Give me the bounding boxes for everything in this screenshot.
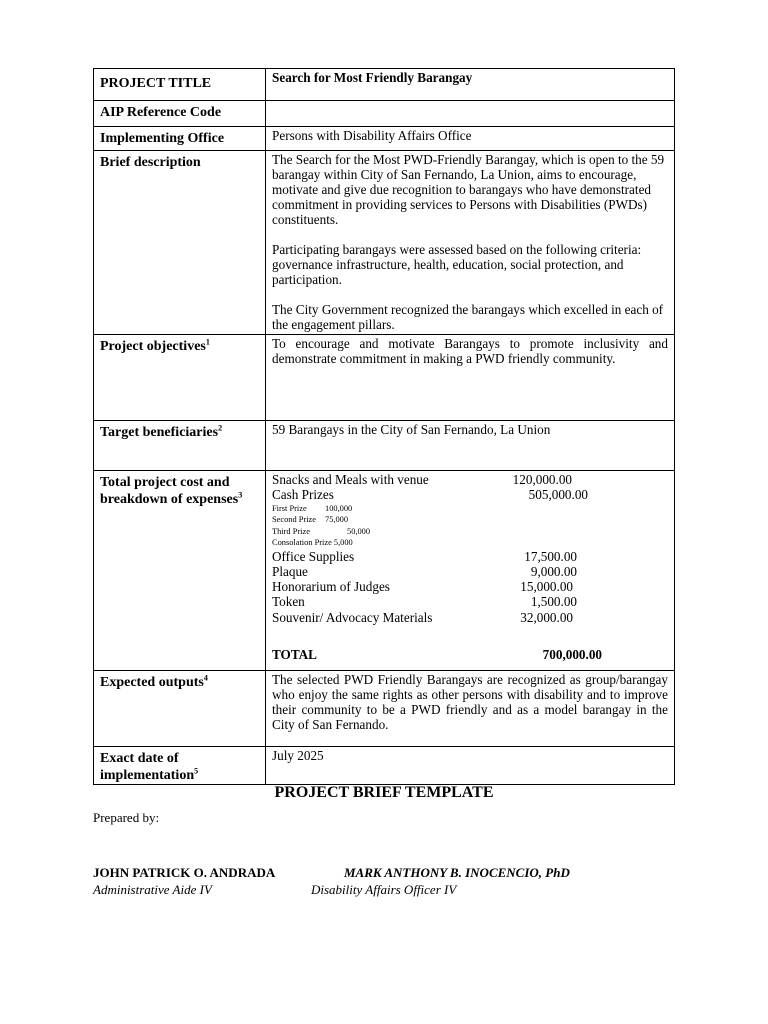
project-brief-table [93, 68, 675, 785]
row-outputs [94, 671, 675, 747]
project-title-value: Search for Most Friendly Barangay [266, 69, 675, 101]
signatory-name: MARK ANTHONY B. INOCENCIO, PhD [344, 865, 570, 880]
footnote-marker: 3 [238, 490, 243, 500]
date-value: July 2025 [266, 747, 675, 785]
description-paragraph: Participating barangays were assessed based on the following criteria: governance infrastructure, health, education, social protection, and participation. [272, 242, 642, 287]
cost-value [266, 471, 675, 671]
footnote-marker: 2 [218, 423, 223, 433]
date-label: Exact date of implementation$^5$ [94, 747, 266, 785]
row-aip-code [94, 101, 675, 127]
expense-row: Cash Prizes 505,000.00 [272, 487, 588, 503]
beneficiaries-value: 59 Barangays in the City of San Fernando, La Union [266, 421, 675, 471]
expense-row: Souvenir/ Advocacy Materials 32,000.00 [272, 609, 573, 625]
implementing-office-label: Implementing Office [94, 127, 266, 151]
expense-row: Snacks and Meals with venue 120,000.00 [272, 472, 572, 487]
description-paragraph: The Search for the Most PWD-Friendly Barangay, which is open to the 59 barangay within City of San Fernando, La Union, aims to encourage, motivate and give due recognition to barangays who have demonstrated commitment in providing services to Persons with Disabilities (PWDs) constituents. [272, 152, 665, 227]
document-title: PROJECT BRIEF TEMPLATE [274, 784, 494, 801]
prize-row: Second Prize 75,000 [272, 515, 349, 525]
row-objectives [94, 335, 675, 421]
objectives-label: Project objectives$^1$ [94, 335, 266, 421]
row-beneficiaries [94, 421, 675, 471]
brief-description-label: Brief description [94, 151, 266, 335]
total-amount: 700,000.00 [542, 647, 602, 663]
footnote-marker: 1 [205, 337, 210, 347]
objectives-value: To encourage and motivate Barangays to promote inclusivity and demonstrate commitment in making a PWD friendly community. [266, 335, 675, 421]
row-date [94, 747, 675, 785]
outputs-label: Expected outputs$^4$ [94, 671, 266, 747]
project-title-label: PROJECT TITLE [94, 69, 266, 101]
total-label: TOTAL [272, 647, 317, 663]
total-row [272, 647, 602, 662]
prepared-by-label: Prepared by: [93, 810, 160, 825]
description-paragraph: The City Government recognized the barangays which excelled in each of the engagement pillars. [272, 302, 664, 332]
expense-row: Office Supplies 17,500.00 [272, 548, 577, 564]
row-cost [94, 471, 675, 671]
row-project-title [94, 69, 675, 101]
expense-list [272, 472, 588, 625]
expense-row: Token 1,500.00 [272, 594, 577, 610]
row-implementing-office [94, 127, 675, 151]
brief-description-value [266, 151, 675, 335]
implementing-office-value: Persons with Disability Affairs Office [266, 127, 675, 151]
expense-row: Plaque 9,000.00 [272, 563, 577, 579]
row-brief-description [94, 151, 675, 335]
footnote-marker: 4 [203, 673, 208, 683]
expense-row: Honorarium of Judges 15,000.00 [272, 579, 573, 595]
aip-code-value [266, 101, 675, 127]
cost-label: Total project cost and breakdown of expenses$^3$ [94, 471, 266, 671]
prize-row: First Prize 100,000 [272, 503, 353, 513]
signatory-position: Disability Affairs Officer IV [311, 882, 457, 897]
beneficiaries-label: Target beneficiaries$^2$ [94, 421, 266, 471]
aip-code-label: AIP Reference Code [94, 101, 266, 127]
outputs-value: The selected PWD Friendly Barangays are recognized as group/barangay who enjoy the same rights as other persons with disability and to improve their community to be a PWD friendly and as a model barangay in the City of San Fernando. [266, 671, 675, 747]
signatory-position: Administrative Aide IV [93, 882, 212, 897]
prize-row: Consolation Prize 5,000 [272, 538, 353, 548]
footnote-marker: 5 [194, 766, 199, 776]
signatory-name: JOHN PATRICK O. ANDRADA [93, 865, 276, 880]
prize-row: Third Prize 50,000 [272, 526, 371, 536]
